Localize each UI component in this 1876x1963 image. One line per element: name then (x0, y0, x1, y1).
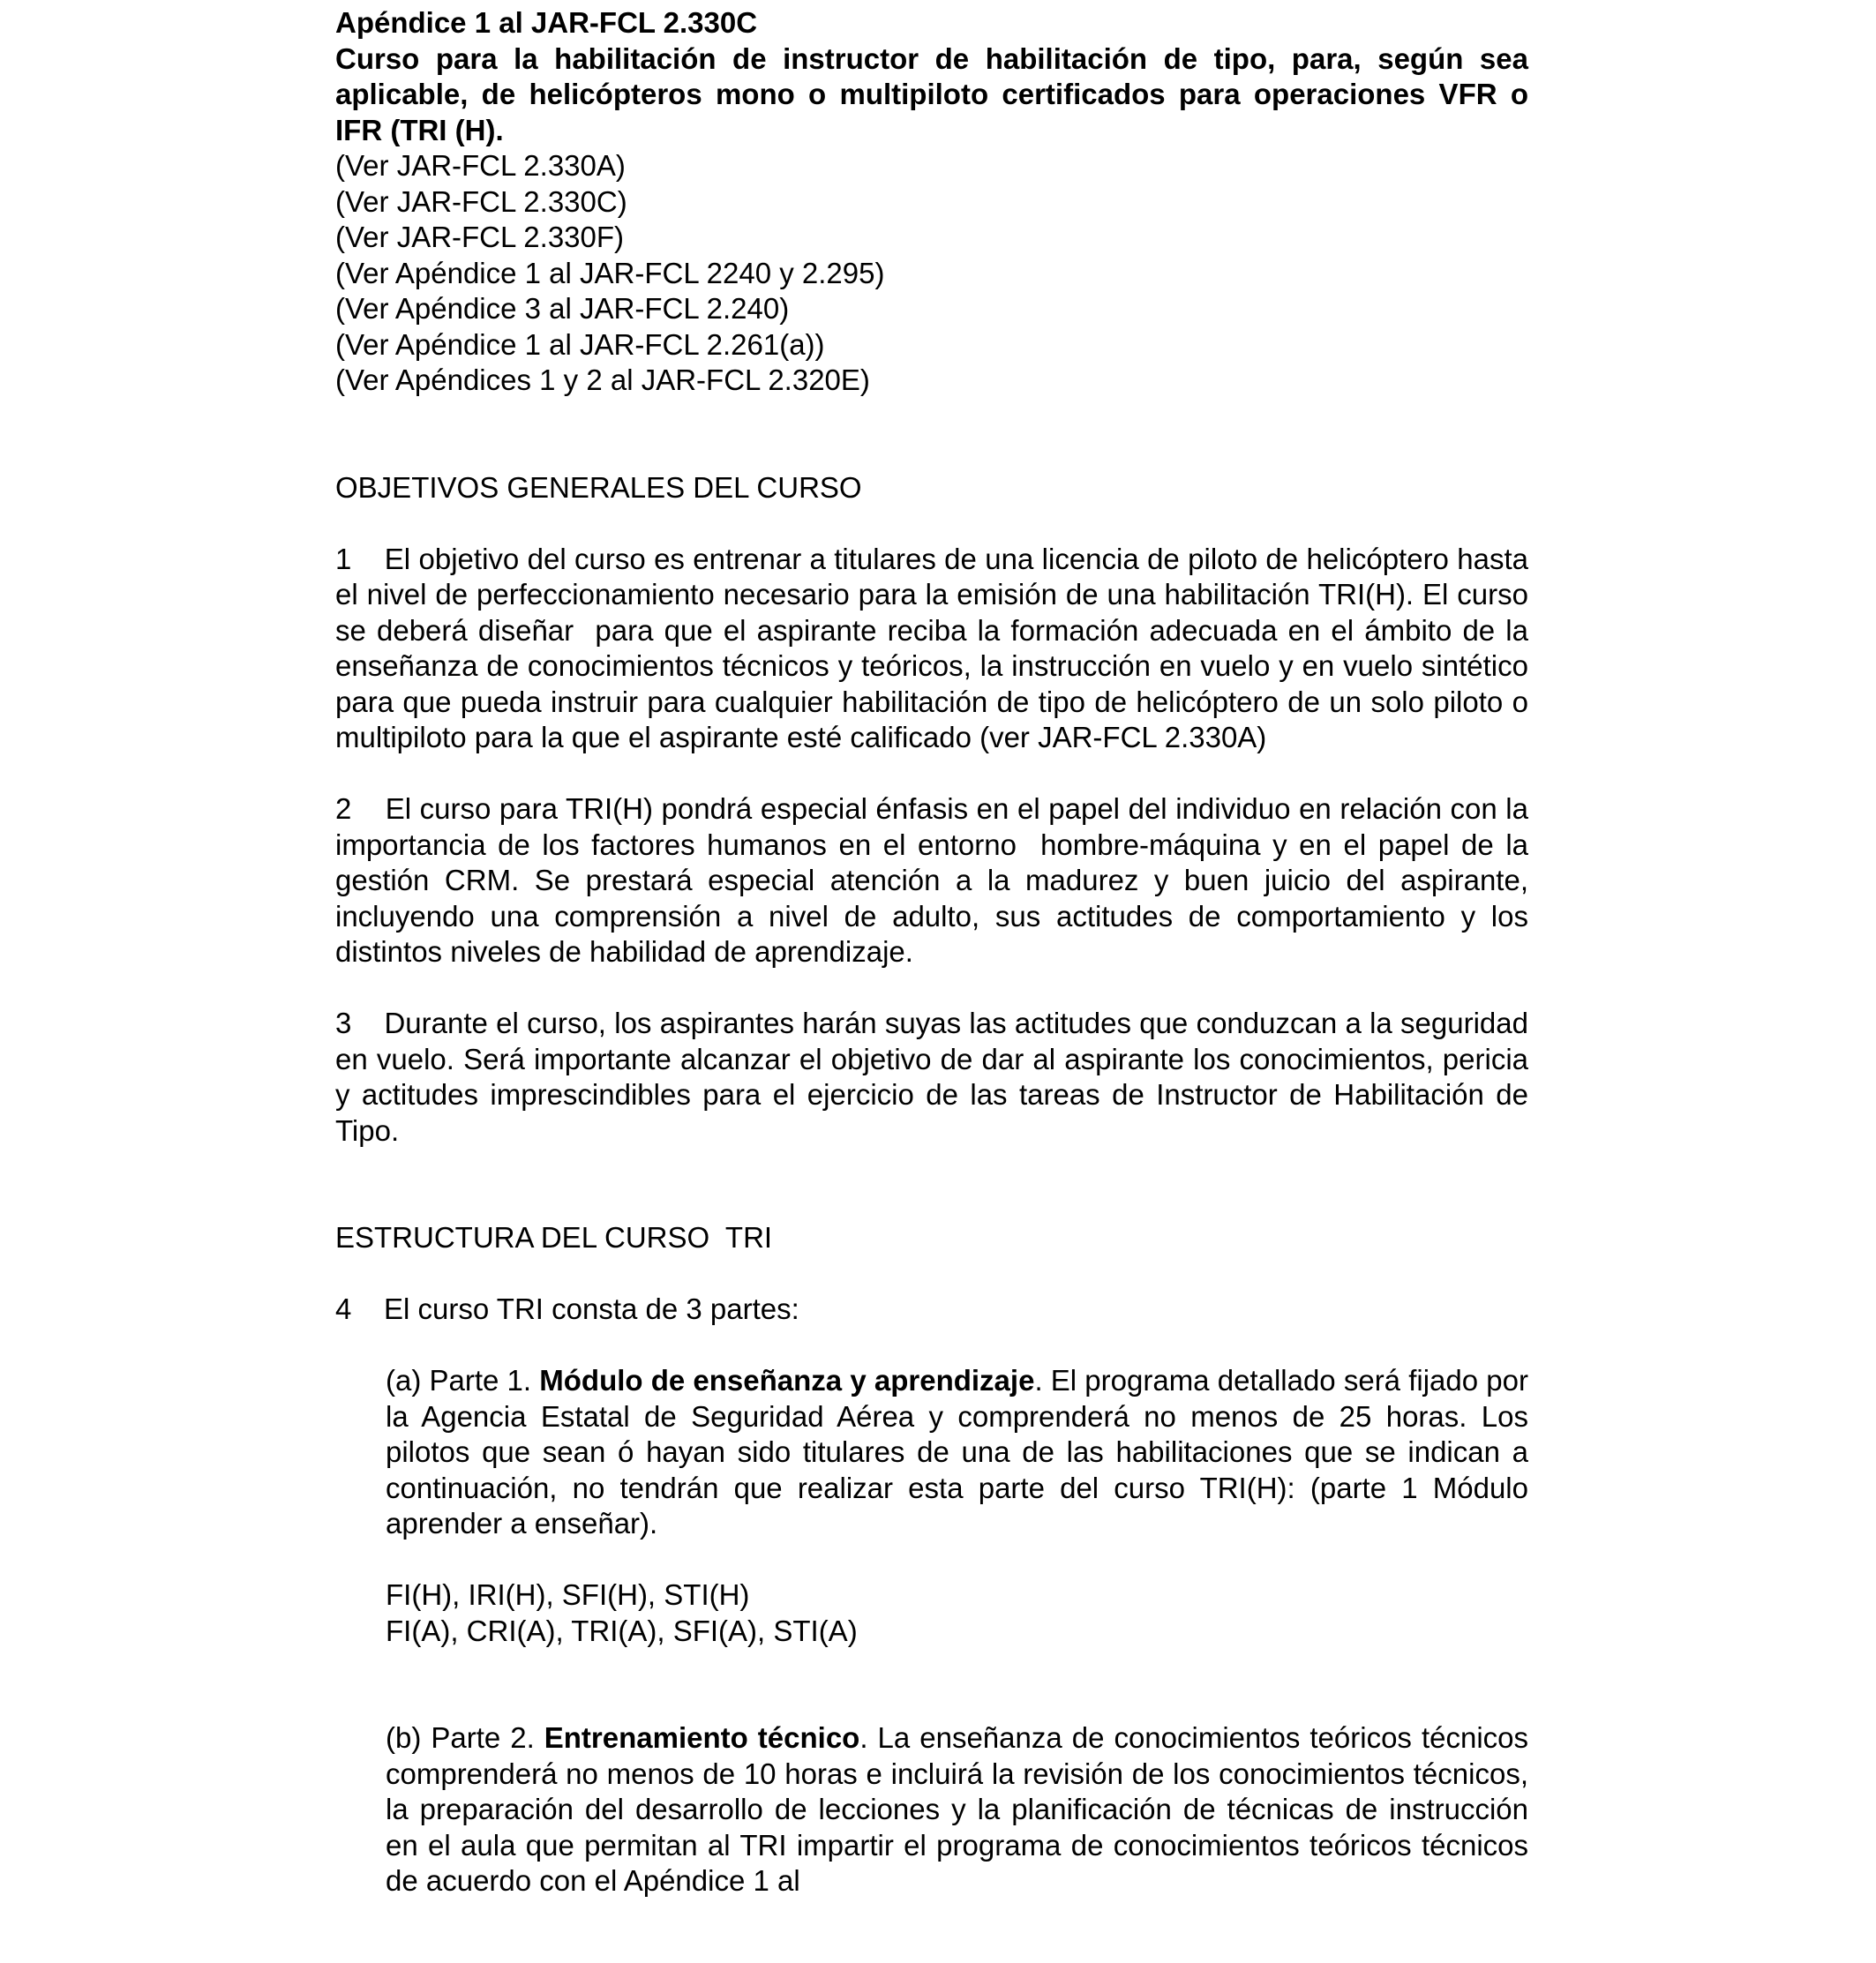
spacer (335, 506, 1528, 542)
paragraph-3: 3 Durante el curso, los aspirantes harán suyas las actitudes que conduzcan a la seguridad en vuelo. Será importante alcanzar el objetivo de dar al aspirante los conocimientos, pericia y actitudes imprescindibles para el ejercicio de las tareas de Instructor de Habilitación de Tipo. (335, 1007, 1537, 1147)
part-b-prefix: (b) Parte 2. (386, 1721, 544, 1754)
reference-list (335, 148, 1528, 399)
spacer (335, 399, 1528, 470)
rating-line: FI(A), CRI(A), TRI(A), SFI(A), STI(A) (386, 1614, 858, 1647)
part-b-text: . La enseñanza de conocimientos teóricos técnicos comprenderá no menos de 10 horas e incluirá la revisión de los conocimientos técnicos, la preparación del desarrollo de lecciones y la planificación de técnicas de instrucción en el aula que permitan al TRI impartir el programa de conocimientos teóricos técnicos de acuerdo con el Apéndice 1 al (386, 1721, 1529, 1897)
part-a (386, 1363, 1528, 1542)
reference-item: (Ver JAR-FCL 2.330F) (335, 221, 625, 253)
part-b (386, 1720, 1528, 1899)
paragraph-2: 2 El curso para TRI(H) pondrá especial énfasis en el papel del individuo en relación con la importancia de los factores humanos en el entorno hombre-máquina y en el papel de la gestión CRM. Se prestará especial atención a la madurez y buen juicio del aspirante, incluyendo una comprensión a nivel de adulto, sus actitudes de comportamiento y los distintos niveles de habilidad de aprendizaje. (335, 792, 1537, 968)
spacer (335, 1328, 1528, 1364)
reference-item: (Ver Apéndice 3 al JAR-FCL 2.240) (335, 292, 790, 325)
rating-list (386, 1577, 1528, 1649)
spacer (335, 756, 1528, 792)
part-a-title: Módulo de enseñanza y aprendizaje (539, 1364, 1035, 1397)
part-a-prefix: (a) Parte 1. (386, 1364, 540, 1397)
reference-item: (Ver JAR-FCL 2.330A) (335, 149, 626, 182)
spacer (335, 1256, 1528, 1292)
title-block (335, 5, 1528, 148)
reference-item: (Ver Apéndice 1 al JAR-FCL 2240 y 2.295) (335, 256, 885, 289)
reference-item: (Ver Apéndice 1 al JAR-FCL 2.261(a)) (335, 327, 825, 361)
spacer (335, 1542, 1528, 1578)
objectives-heading: OBJETIVOS GENERALES DEL CURSO (335, 470, 862, 504)
spacer (335, 970, 1528, 1007)
spacer (335, 1149, 1528, 1220)
spacer (335, 1649, 1528, 1720)
paragraph-4: 4 El curso TRI consta de 3 partes: (335, 1292, 799, 1325)
document-page (335, 5, 1537, 1899)
rating-line: FI(H), IRI(H), SFI(H), STI(H) (386, 1578, 750, 1611)
part-b-title: Entrenamiento técnico (544, 1721, 860, 1754)
reference-item: (Ver Apéndices 1 y 2 al JAR-FCL 2.320E) (335, 363, 870, 396)
reference-item: (Ver JAR-FCL 2.330C) (335, 184, 627, 218)
course-title: Curso para la habilitación de instructor de habilitación de tipo, para, según sea aplicable, de helicópteros mono o multipiloto certificados para operaciones VFR o IFR (TRI (H). (335, 41, 1528, 146)
structure-heading: ESTRUCTURA DEL CURSO TRI (335, 1221, 773, 1254)
appendix-title: Apéndice 1 al JAR-FCL 2.330C (335, 6, 758, 39)
part-a-text: . El programa detallado será fijado por la Agencia Estatal de Seguridad Aérea y comprenderá no menos de 25 horas. Los pilotos que sean ó hayan sido titulares de una de las habilitaciones que se indican a continuación, no tendrán que realizar esta parte del curso TRI(H): (parte 1 Módulo aprender a enseñar). (386, 1364, 1528, 1540)
paragraph-1: 1 El objetivo del curso es entrenar a titulares de una licencia de piloto de helicóptero hasta el nivel de perfeccionamiento necesario para la emisión de una habilitación TRI(H). El curso se deberá diseñar para que el aspirante reciba la formación adecuada en el ámbito de la enseñanza de conocimientos técnicos y teóricos, la instrucción en vuelo y en vuelo sintético para que pueda instruir para cualquier habilitación de tipo de helicóptero de un solo piloto o multipiloto para la que el aspirante esté calificado (ver JAR-FCL 2.330A) (335, 542, 1537, 753)
